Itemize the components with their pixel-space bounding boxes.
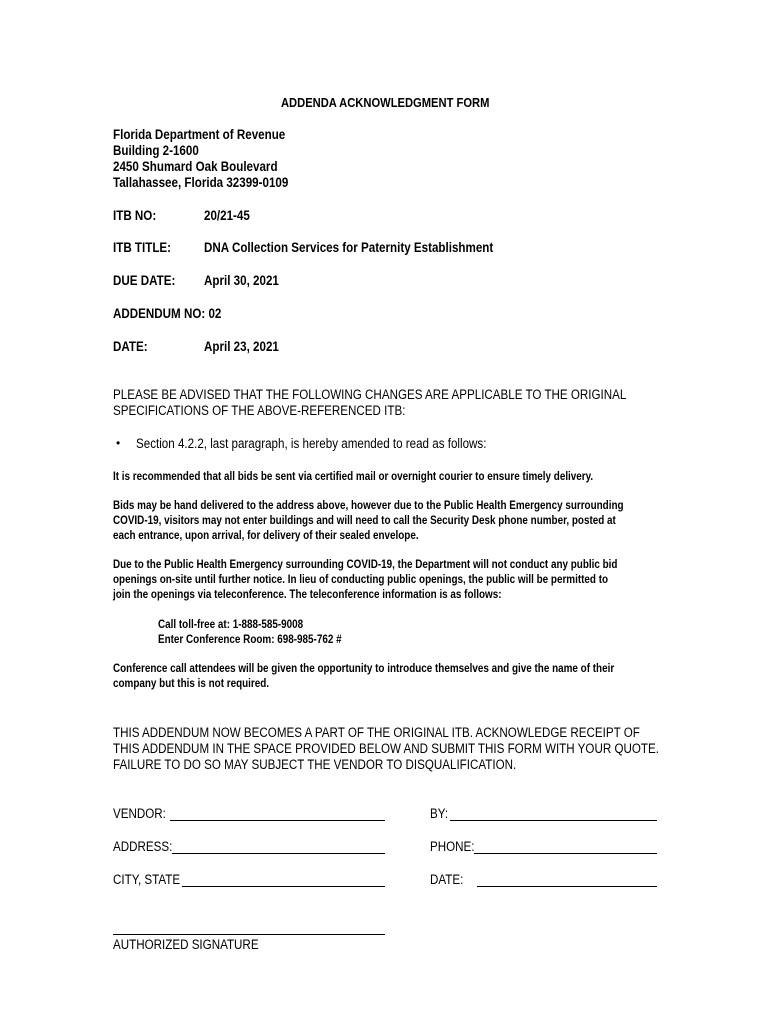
paragraph-public-openings bbox=[113, 558, 617, 603]
authorized-signature-field[interactable] bbox=[113, 934, 385, 935]
ack-line-3: FAILURE TO DO SO MAY SUBJECT THE VENDOR TO DISQUALIFICATION. bbox=[113, 757, 517, 772]
address-line-2: Building 2-1600 bbox=[113, 143, 199, 158]
sign-date-label: DATE: bbox=[430, 872, 464, 887]
vendor-label: VENDOR: bbox=[113, 806, 166, 821]
authorized-signature-label: AUTHORIZED SIGNATURE bbox=[113, 937, 259, 952]
paragraph-line: Due to the Public Health Emergency surrounding COVID-19, the Department will not conduct any public bid bbox=[113, 559, 618, 571]
itb-no-value: 20/21-45 bbox=[204, 208, 250, 223]
phone-field[interactable] bbox=[474, 853, 657, 854]
changes-notice bbox=[113, 387, 626, 419]
sign-date-field[interactable] bbox=[477, 886, 657, 887]
notice-line-1: PLEASE BE ADVISED THAT THE FOLLOWING CHANGES ARE APPLICABLE TO THE ORIGINAL bbox=[113, 387, 627, 402]
department-address bbox=[113, 127, 288, 191]
form-title-text: ADDENDA ACKNOWLEDGMENT FORM bbox=[280, 95, 490, 110]
paragraph-delivery bbox=[113, 470, 593, 485]
itb-title-value: DNA Collection Services for Paternity Establishment bbox=[204, 240, 494, 255]
amendment-section-text: Section 4.2.2, last paragraph, is hereby amended to read as follows: bbox=[136, 436, 487, 451]
vendor-field[interactable] bbox=[170, 820, 385, 821]
itb-title-label: ITB TITLE: bbox=[113, 240, 172, 255]
paragraph-attendees bbox=[113, 662, 614, 692]
address-line-4: Tallahassee, Florida 32399-0109 bbox=[113, 175, 289, 190]
paragraph-line: Conference call attendees will be given the opportunity to introduce themselves and give the name of their bbox=[113, 663, 615, 675]
teleconference-info bbox=[158, 618, 342, 648]
address-label: ADDRESS: bbox=[113, 839, 173, 854]
by-field[interactable] bbox=[450, 820, 657, 821]
due-date-label: DUE DATE: bbox=[113, 273, 176, 288]
acknowledgment-statement bbox=[113, 725, 659, 773]
phone-label: PHONE: bbox=[430, 839, 475, 854]
address-line-1: Florida Department of Revenue bbox=[113, 127, 286, 142]
paragraph-delivery-line: It is recommended that all bids be sent via certified mail or overnight courier to ensure timely delivery. bbox=[113, 471, 594, 483]
ack-line-1: THIS ADDENDUM NOW BECOMES A PART OF THE ORIGINAL ITB. ACKNOWLEDGE RECEIPT OF bbox=[113, 725, 640, 740]
by-label: BY: bbox=[430, 806, 449, 821]
city-state-label: CITY, STATE bbox=[113, 872, 181, 887]
form-title bbox=[0, 95, 770, 110]
paragraph-line: company but this is not required. bbox=[113, 678, 270, 690]
paragraph-hand-delivery bbox=[113, 499, 624, 544]
address-field[interactable] bbox=[172, 853, 385, 854]
paragraph-line: Bids may be hand delivered to the address above, however due to the Public Health Emergency surrounding bbox=[113, 500, 624, 512]
ack-line-2: THIS ADDENDUM IN THE SPACE PROVIDED BELOW AND SUBMIT THIS FORM WITH YOUR QUOTE. bbox=[113, 741, 659, 756]
paragraph-line: each entrance, upon arrival, for delivery of their sealed envelope. bbox=[113, 530, 419, 542]
toll-free-number: Call toll-free at: 1-888-585-9008 bbox=[158, 619, 304, 631]
address-line-3: 2450 Shumard Oak Boulevard bbox=[113, 159, 278, 174]
conference-room: Enter Conference Room: 698-985-762 # bbox=[158, 634, 342, 646]
addendum-number: ADDENDUM NO: 02 bbox=[113, 306, 222, 321]
date-label: DATE: bbox=[113, 339, 148, 354]
city-state-field[interactable] bbox=[182, 886, 385, 887]
notice-line-2: SPECIFICATIONS OF THE ABOVE-REFERENCED ITB: bbox=[113, 403, 406, 418]
bullet-point-icon: • bbox=[116, 436, 121, 450]
paragraph-line: COVID-19, visitors may not enter buildings and will need to call the Security Desk phone number, posted at bbox=[113, 515, 616, 527]
due-date-value: April 30, 2021 bbox=[204, 273, 279, 288]
paragraph-line: openings on-site until further notice. In lieu of conducting public openings, the public will be permitted to bbox=[113, 574, 609, 586]
itb-no-label: ITB NO: bbox=[113, 208, 157, 223]
date-value: April 23, 2021 bbox=[204, 339, 279, 354]
paragraph-line: join the openings via teleconference. The teleconference information is as follows: bbox=[113, 589, 502, 601]
